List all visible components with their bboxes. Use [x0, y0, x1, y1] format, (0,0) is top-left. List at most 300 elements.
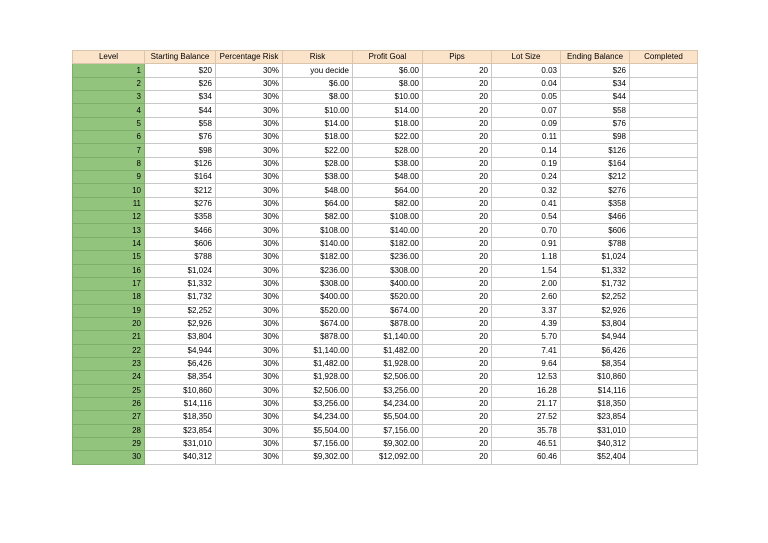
cell-percentage-risk[interactable]: 30% — [216, 397, 283, 410]
cell-level[interactable]: 15 — [73, 251, 145, 264]
cell-risk[interactable]: $1,482.00 — [283, 357, 353, 370]
cell-completed[interactable] — [630, 397, 698, 410]
cell-completed[interactable] — [630, 317, 698, 330]
cell-starting-balance[interactable]: $14,116 — [145, 397, 216, 410]
cell-starting-balance[interactable]: $76 — [145, 131, 216, 144]
cell-profit-goal[interactable]: $182.00 — [353, 237, 423, 250]
cell-level[interactable]: 26 — [73, 397, 145, 410]
cell-ending-balance[interactable]: $10,860 — [561, 371, 630, 384]
cell-lot-size[interactable]: 0.05 — [492, 91, 561, 104]
cell-completed[interactable] — [630, 64, 698, 77]
cell-completed[interactable] — [630, 331, 698, 344]
cell-ending-balance[interactable]: $76 — [561, 117, 630, 130]
cell-percentage-risk[interactable]: 30% — [216, 211, 283, 224]
cell-percentage-risk[interactable]: 30% — [216, 131, 283, 144]
table-row — [73, 104, 698, 117]
cell-risk[interactable]: $140.00 — [283, 237, 353, 250]
cell-risk[interactable]: $7,156.00 — [283, 437, 353, 450]
header-profit-goal: Profit Goal — [353, 51, 423, 64]
cell-risk[interactable]: $674.00 — [283, 317, 353, 330]
cell-ending-balance[interactable]: $31,010 — [561, 424, 630, 437]
cell-profit-goal[interactable]: $22.00 — [353, 131, 423, 144]
cell-risk[interactable]: $1,140.00 — [283, 344, 353, 357]
cell-ending-balance[interactable]: $26 — [561, 64, 630, 77]
cell-level[interactable]: 6 — [73, 131, 145, 144]
cell-completed[interactable] — [630, 424, 698, 437]
cell-percentage-risk[interactable]: 30% — [216, 197, 283, 210]
cell-starting-balance[interactable]: $20 — [145, 64, 216, 77]
cell-level[interactable]: 27 — [73, 411, 145, 424]
cell-risk[interactable]: $28.00 — [283, 157, 353, 170]
cell-profit-goal[interactable]: $6.00 — [353, 64, 423, 77]
table-row — [73, 224, 698, 237]
header-starting-balance: Starting Balance — [145, 51, 216, 64]
table-row — [73, 344, 698, 357]
cell-ending-balance[interactable]: $788 — [561, 237, 630, 250]
cell-risk[interactable]: $38.00 — [283, 171, 353, 184]
cell-ending-balance[interactable]: $98 — [561, 131, 630, 144]
cell-pips[interactable]: 20 — [423, 131, 492, 144]
cell-level[interactable]: 13 — [73, 224, 145, 237]
cell-level[interactable]: 14 — [73, 237, 145, 250]
cell-completed[interactable] — [630, 344, 698, 357]
cell-level[interactable]: 20 — [73, 317, 145, 330]
cell-profit-goal[interactable]: $82.00 — [353, 197, 423, 210]
cell-percentage-risk[interactable]: 30% — [216, 251, 283, 264]
cell-starting-balance[interactable]: $6,426 — [145, 357, 216, 370]
cell-percentage-risk[interactable]: 30% — [216, 437, 283, 450]
table-row — [73, 184, 698, 197]
cell-percentage-risk[interactable]: 30% — [216, 171, 283, 184]
cell-profit-goal[interactable]: $108.00 — [353, 211, 423, 224]
cell-completed[interactable] — [630, 451, 698, 464]
cell-level[interactable]: 21 — [73, 331, 145, 344]
cell-starting-balance[interactable]: $58 — [145, 117, 216, 130]
cell-profit-goal[interactable]: $140.00 — [353, 224, 423, 237]
cell-percentage-risk[interactable]: 30% — [216, 291, 283, 304]
cell-ending-balance[interactable]: $3,804 — [561, 317, 630, 330]
cell-completed[interactable] — [630, 197, 698, 210]
cell-ending-balance[interactable]: $2,252 — [561, 291, 630, 304]
cell-risk[interactable]: you decide — [283, 64, 353, 77]
cell-completed[interactable] — [630, 77, 698, 90]
cell-lot-size[interactable]: 0.03 — [492, 64, 561, 77]
table-row — [73, 411, 698, 424]
cell-starting-balance[interactable]: $466 — [145, 224, 216, 237]
cell-percentage-risk[interactable]: 30% — [216, 317, 283, 330]
cell-completed[interactable] — [630, 171, 698, 184]
table-header — [73, 51, 698, 64]
cell-pips[interactable]: 20 — [423, 384, 492, 397]
cell-ending-balance[interactable]: $18,350 — [561, 397, 630, 410]
cell-starting-balance[interactable]: $788 — [145, 251, 216, 264]
cell-percentage-risk[interactable]: 30% — [216, 344, 283, 357]
cell-starting-balance[interactable]: $358 — [145, 211, 216, 224]
cell-level[interactable]: 17 — [73, 277, 145, 290]
cell-lot-size[interactable]: 60.46 — [492, 451, 561, 464]
cell-level[interactable]: 10 — [73, 184, 145, 197]
cell-completed[interactable] — [630, 224, 698, 237]
table-row — [73, 424, 698, 437]
cell-lot-size[interactable]: 16.28 — [492, 384, 561, 397]
cell-pips[interactable]: 20 — [423, 64, 492, 77]
cell-profit-goal[interactable]: $7,156.00 — [353, 424, 423, 437]
cell-lot-size[interactable]: 1.54 — [492, 264, 561, 277]
cell-starting-balance[interactable]: $212 — [145, 184, 216, 197]
cell-risk[interactable]: $10.00 — [283, 104, 353, 117]
cell-starting-balance[interactable]: $2,252 — [145, 304, 216, 317]
cell-pips[interactable]: 20 — [423, 437, 492, 450]
cell-level[interactable]: 29 — [73, 437, 145, 450]
cell-starting-balance[interactable]: $98 — [145, 144, 216, 157]
cell-profit-goal[interactable]: $64.00 — [353, 184, 423, 197]
cell-completed[interactable] — [630, 371, 698, 384]
cell-completed[interactable] — [630, 384, 698, 397]
cell-profit-goal[interactable]: $12,092.00 — [353, 451, 423, 464]
table-row — [73, 251, 698, 264]
cell-pips[interactable]: 20 — [423, 171, 492, 184]
cell-starting-balance[interactable]: $10,860 — [145, 384, 216, 397]
cell-percentage-risk[interactable]: 30% — [216, 104, 283, 117]
cell-pips[interactable]: 20 — [423, 357, 492, 370]
cell-level[interactable]: 5 — [73, 117, 145, 130]
cell-starting-balance[interactable]: $126 — [145, 157, 216, 170]
cell-profit-goal[interactable]: $10.00 — [353, 91, 423, 104]
cell-pips[interactable]: 20 — [423, 304, 492, 317]
cell-lot-size[interactable]: 0.14 — [492, 144, 561, 157]
cell-profit-goal[interactable]: $18.00 — [353, 117, 423, 130]
cell-profit-goal[interactable]: $308.00 — [353, 264, 423, 277]
cell-risk[interactable]: $64.00 — [283, 197, 353, 210]
cell-completed[interactable] — [630, 411, 698, 424]
cell-lot-size[interactable]: 0.91 — [492, 237, 561, 250]
cell-percentage-risk[interactable]: 30% — [216, 224, 283, 237]
cell-completed[interactable] — [630, 304, 698, 317]
cell-completed[interactable] — [630, 251, 698, 264]
cell-risk[interactable]: $520.00 — [283, 304, 353, 317]
cell-lot-size[interactable]: 0.11 — [492, 131, 561, 144]
header-row — [73, 51, 698, 64]
cell-pips[interactable]: 20 — [423, 91, 492, 104]
cell-lot-size[interactable]: 0.19 — [492, 157, 561, 170]
cell-lot-size[interactable]: 0.07 — [492, 104, 561, 117]
cell-percentage-risk[interactable]: 30% — [216, 117, 283, 130]
cell-lot-size[interactable]: 1.18 — [492, 251, 561, 264]
cell-risk[interactable]: $48.00 — [283, 184, 353, 197]
cell-pips[interactable]: 20 — [423, 144, 492, 157]
cell-risk[interactable]: $4,234.00 — [283, 411, 353, 424]
cell-profit-goal[interactable]: $1,482.00 — [353, 344, 423, 357]
cell-level[interactable]: 1 — [73, 64, 145, 77]
cell-completed[interactable] — [630, 184, 698, 197]
cell-profit-goal[interactable]: $1,928.00 — [353, 357, 423, 370]
cell-lot-size[interactable]: 27.52 — [492, 411, 561, 424]
cell-pips[interactable]: 20 — [423, 157, 492, 170]
cell-completed[interactable] — [630, 131, 698, 144]
cell-completed[interactable] — [630, 144, 698, 157]
cell-lot-size[interactable]: 0.24 — [492, 171, 561, 184]
cell-lot-size[interactable]: 46.51 — [492, 437, 561, 450]
cell-completed[interactable] — [630, 104, 698, 117]
cell-percentage-risk[interactable]: 30% — [216, 451, 283, 464]
cell-completed[interactable] — [630, 117, 698, 130]
cell-risk[interactable]: $1,928.00 — [283, 371, 353, 384]
cell-ending-balance[interactable]: $358 — [561, 197, 630, 210]
cell-starting-balance[interactable]: $31,010 — [145, 437, 216, 450]
cell-risk[interactable]: $5,504.00 — [283, 424, 353, 437]
cell-percentage-risk[interactable]: 30% — [216, 384, 283, 397]
cell-starting-balance[interactable]: $606 — [145, 237, 216, 250]
cell-lot-size[interactable]: 0.54 — [492, 211, 561, 224]
cell-percentage-risk[interactable]: 30% — [216, 304, 283, 317]
cell-ending-balance[interactable]: $34 — [561, 77, 630, 90]
cell-completed[interactable] — [630, 437, 698, 450]
cell-starting-balance[interactable]: $18,350 — [145, 411, 216, 424]
cell-risk[interactable]: $8.00 — [283, 91, 353, 104]
cell-completed[interactable] — [630, 237, 698, 250]
cell-level[interactable]: 16 — [73, 264, 145, 277]
cell-pips[interactable]: 20 — [423, 424, 492, 437]
cell-completed[interactable] — [630, 291, 698, 304]
cell-pips[interactable]: 20 — [423, 237, 492, 250]
cell-pips[interactable]: 20 — [423, 77, 492, 90]
cell-level[interactable]: 24 — [73, 371, 145, 384]
cell-risk[interactable]: $108.00 — [283, 224, 353, 237]
cell-profit-goal[interactable]: $3,256.00 — [353, 384, 423, 397]
cell-percentage-risk[interactable]: 30% — [216, 77, 283, 90]
cell-percentage-risk[interactable]: 30% — [216, 184, 283, 197]
cell-ending-balance[interactable]: $212 — [561, 171, 630, 184]
cell-ending-balance[interactable]: $2,926 — [561, 304, 630, 317]
cell-pips[interactable]: 20 — [423, 277, 492, 290]
cell-ending-balance[interactable]: $8,354 — [561, 357, 630, 370]
cell-ending-balance[interactable]: $466 — [561, 211, 630, 224]
cell-pips[interactable]: 20 — [423, 264, 492, 277]
cell-ending-balance[interactable]: $126 — [561, 144, 630, 157]
cell-starting-balance[interactable]: $40,312 — [145, 451, 216, 464]
cell-lot-size[interactable]: 2.60 — [492, 291, 561, 304]
cell-pips[interactable]: 20 — [423, 251, 492, 264]
cell-percentage-risk[interactable]: 30% — [216, 357, 283, 370]
cell-starting-balance[interactable]: $276 — [145, 197, 216, 210]
cell-pips[interactable]: 20 — [423, 184, 492, 197]
table-row — [73, 437, 698, 450]
cell-ending-balance[interactable]: $164 — [561, 157, 630, 170]
cell-pips[interactable]: 20 — [423, 291, 492, 304]
cell-risk[interactable]: $14.00 — [283, 117, 353, 130]
cell-lot-size[interactable]: 3.37 — [492, 304, 561, 317]
cell-lot-size[interactable]: 0.32 — [492, 184, 561, 197]
header-completed: Completed — [630, 51, 698, 64]
cell-ending-balance[interactable]: $1,024 — [561, 251, 630, 264]
cell-starting-balance[interactable]: $1,024 — [145, 264, 216, 277]
cell-ending-balance[interactable]: $606 — [561, 224, 630, 237]
table-row — [73, 451, 698, 464]
cell-starting-balance[interactable]: $8,354 — [145, 371, 216, 384]
cell-lot-size[interactable]: 0.09 — [492, 117, 561, 130]
cell-percentage-risk[interactable]: 30% — [216, 331, 283, 344]
cell-starting-balance[interactable]: $26 — [145, 77, 216, 90]
cell-ending-balance[interactable]: $4,944 — [561, 331, 630, 344]
cell-risk[interactable]: $82.00 — [283, 211, 353, 224]
cell-profit-goal[interactable]: $2,506.00 — [353, 371, 423, 384]
cell-ending-balance[interactable]: $1,332 — [561, 264, 630, 277]
cell-level[interactable]: 25 — [73, 384, 145, 397]
cell-completed[interactable] — [630, 91, 698, 104]
cell-level[interactable]: 30 — [73, 451, 145, 464]
cell-lot-size[interactable]: 9.64 — [492, 357, 561, 370]
cell-level[interactable]: 7 — [73, 144, 145, 157]
cell-level[interactable]: 19 — [73, 304, 145, 317]
cell-risk[interactable]: $9,302.00 — [283, 451, 353, 464]
cell-profit-goal[interactable]: $8.00 — [353, 77, 423, 90]
cell-percentage-risk[interactable]: 30% — [216, 264, 283, 277]
cell-completed[interactable] — [630, 157, 698, 170]
cell-profit-goal[interactable]: $674.00 — [353, 304, 423, 317]
table-row — [73, 64, 698, 77]
cell-level[interactable]: 11 — [73, 197, 145, 210]
cell-level[interactable]: 12 — [73, 211, 145, 224]
cell-completed[interactable] — [630, 264, 698, 277]
cell-lot-size[interactable]: 0.70 — [492, 224, 561, 237]
cell-pips[interactable]: 20 — [423, 397, 492, 410]
cell-risk[interactable]: $3,256.00 — [283, 397, 353, 410]
cell-lot-size[interactable]: 5.70 — [492, 331, 561, 344]
table-row — [73, 384, 698, 397]
cell-risk[interactable]: $236.00 — [283, 264, 353, 277]
table-row — [73, 371, 698, 384]
cell-profit-goal[interactable]: $400.00 — [353, 277, 423, 290]
cell-lot-size[interactable]: 0.04 — [492, 77, 561, 90]
cell-level[interactable]: 22 — [73, 344, 145, 357]
cell-percentage-risk[interactable]: 30% — [216, 411, 283, 424]
cell-pips[interactable]: 20 — [423, 317, 492, 330]
cell-percentage-risk[interactable]: 30% — [216, 371, 283, 384]
header-risk: Risk — [283, 51, 353, 64]
table-row — [73, 304, 698, 317]
table-row — [73, 291, 698, 304]
cell-profit-goal[interactable]: $28.00 — [353, 144, 423, 157]
cell-ending-balance[interactable]: $58 — [561, 104, 630, 117]
cell-completed[interactable] — [630, 357, 698, 370]
cell-risk[interactable]: $22.00 — [283, 144, 353, 157]
cell-level[interactable]: 18 — [73, 291, 145, 304]
cell-starting-balance[interactable]: $44 — [145, 104, 216, 117]
cell-lot-size[interactable]: 12.53 — [492, 371, 561, 384]
cell-percentage-risk[interactable]: 30% — [216, 91, 283, 104]
table-body — [73, 64, 698, 464]
cell-profit-goal[interactable]: $38.00 — [353, 157, 423, 170]
cell-profit-goal[interactable]: $9,302.00 — [353, 437, 423, 450]
cell-lot-size[interactable]: 21.17 — [492, 397, 561, 410]
cell-level[interactable]: 8 — [73, 157, 145, 170]
cell-starting-balance[interactable]: $164 — [145, 171, 216, 184]
table-row — [73, 117, 698, 130]
cell-ending-balance[interactable]: $1,732 — [561, 277, 630, 290]
cell-starting-balance[interactable]: $23,854 — [145, 424, 216, 437]
cell-ending-balance[interactable]: $23,854 — [561, 411, 630, 424]
cell-starting-balance[interactable]: $34 — [145, 91, 216, 104]
cell-level[interactable]: 23 — [73, 357, 145, 370]
cell-starting-balance[interactable]: $2,926 — [145, 317, 216, 330]
cell-profit-goal[interactable]: $1,140.00 — [353, 331, 423, 344]
table-row — [73, 357, 698, 370]
cell-level[interactable]: 9 — [73, 171, 145, 184]
cell-risk[interactable]: $308.00 — [283, 277, 353, 290]
cell-risk[interactable]: $182.00 — [283, 251, 353, 264]
cell-starting-balance[interactable]: $3,804 — [145, 331, 216, 344]
cell-completed[interactable] — [630, 277, 698, 290]
cell-lot-size[interactable]: 2.00 — [492, 277, 561, 290]
table-row — [73, 91, 698, 104]
header-lot-size: Lot Size — [492, 51, 561, 64]
cell-percentage-risk[interactable]: 30% — [216, 237, 283, 250]
cell-level[interactable]: 3 — [73, 91, 145, 104]
table-row — [73, 237, 698, 250]
cell-starting-balance[interactable]: $4,944 — [145, 344, 216, 357]
cell-lot-size[interactable]: 7.41 — [492, 344, 561, 357]
cell-percentage-risk[interactable]: 30% — [216, 64, 283, 77]
table-row — [73, 171, 698, 184]
cell-pips[interactable]: 20 — [423, 371, 492, 384]
header-pips: Pips — [423, 51, 492, 64]
cell-ending-balance[interactable]: $14,116 — [561, 384, 630, 397]
cell-starting-balance[interactable]: $1,732 — [145, 291, 216, 304]
table-row — [73, 131, 698, 144]
cell-pips[interactable]: 20 — [423, 451, 492, 464]
cell-ending-balance[interactable]: $40,312 — [561, 437, 630, 450]
cell-ending-balance[interactable]: $44 — [561, 91, 630, 104]
cell-profit-goal[interactable]: $520.00 — [353, 291, 423, 304]
cell-lot-size[interactable]: 0.41 — [492, 197, 561, 210]
cell-ending-balance[interactable]: $6,426 — [561, 344, 630, 357]
cell-pips[interactable]: 20 — [423, 331, 492, 344]
cell-profit-goal[interactable]: $4,234.00 — [353, 397, 423, 410]
cell-percentage-risk[interactable]: 30% — [216, 277, 283, 290]
cell-risk[interactable]: $400.00 — [283, 291, 353, 304]
cell-risk[interactable]: $6.00 — [283, 77, 353, 90]
cell-ending-balance[interactable]: $52,404 — [561, 451, 630, 464]
cell-pips[interactable]: 20 — [423, 197, 492, 210]
table-row — [73, 211, 698, 224]
cell-pips[interactable]: 20 — [423, 211, 492, 224]
cell-level[interactable]: 28 — [73, 424, 145, 437]
cell-pips[interactable]: 20 — [423, 224, 492, 237]
cell-lot-size[interactable]: 4.39 — [492, 317, 561, 330]
cell-completed[interactable] — [630, 211, 698, 224]
cell-profit-goal[interactable]: $14.00 — [353, 104, 423, 117]
cell-percentage-risk[interactable]: 30% — [216, 424, 283, 437]
cell-risk[interactable]: $2,506.00 — [283, 384, 353, 397]
cell-risk[interactable]: $18.00 — [283, 131, 353, 144]
cell-lot-size[interactable]: 35.78 — [492, 424, 561, 437]
cell-percentage-risk[interactable]: 30% — [216, 157, 283, 170]
cell-profit-goal[interactable]: $878.00 — [353, 317, 423, 330]
cell-pips[interactable]: 20 — [423, 411, 492, 424]
cell-pips[interactable]: 20 — [423, 344, 492, 357]
cell-level[interactable]: 4 — [73, 104, 145, 117]
cell-percentage-risk[interactable]: 30% — [216, 144, 283, 157]
cell-starting-balance[interactable]: $1,332 — [145, 277, 216, 290]
cell-level[interactable]: 2 — [73, 77, 145, 90]
cell-ending-balance[interactable]: $276 — [561, 184, 630, 197]
cell-pips[interactable]: 20 — [423, 117, 492, 130]
cell-pips[interactable]: 20 — [423, 104, 492, 117]
cell-risk[interactable]: $878.00 — [283, 331, 353, 344]
cell-profit-goal[interactable]: $5,504.00 — [353, 411, 423, 424]
cell-profit-goal[interactable]: $236.00 — [353, 251, 423, 264]
cell-profit-goal[interactable]: $48.00 — [353, 171, 423, 184]
